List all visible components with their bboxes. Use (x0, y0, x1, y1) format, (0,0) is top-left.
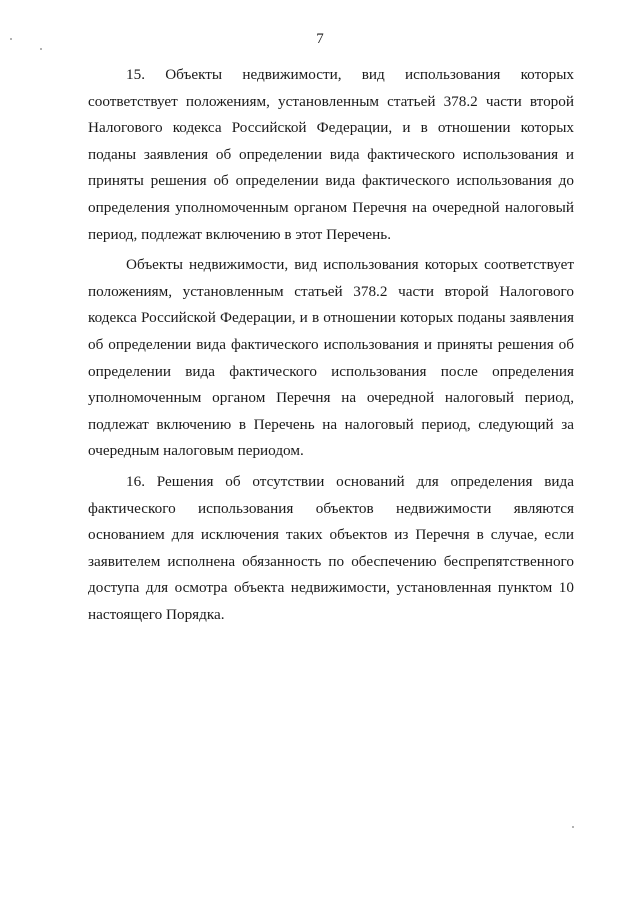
scan-speck (10, 38, 12, 40)
paragraph-15-continued: Объекты недвижимости, вид использования которых соответствует положениям, установленным статьей 378.2 части второй Налогового кодекса Российской Федерации, и в отношении которых поданы заявления об определении вида фактического использования и приняты решения об определении вида фактического использования после определения уполномоченным органом Перечня на очередной налоговый период, подлежат включению в Перечень на налоговый период, следующий за очередным налоговым периодом. (88, 256, 574, 460)
scan-speck (40, 48, 42, 50)
paragraph-16: 16. Решения об отсутствии оснований для определения вида фактического использования объектов недвижимости являются основанием для исключения таких объектов из Перечня в случае, если заявителем исполнена обязанность по обеспечению беспрепятственного доступа для осмотра объекта недвижимости, установленная пунктом 10 настоящего Порядка. (88, 472, 574, 623)
page-number: 7 (316, 31, 324, 47)
paragraph-15: 15. Объекты недвижимости, вид использования которых соответствует положениям, установленным статьей 378.2 части второй Налогового кодекса Российской Федерации, и в отношении которых поданы заявления об определении вида фактического использования и приняты решения об определении вида фактического использования до определения уполномоченным органом Перечня на очередной налоговый период, подлежат включению в этот Перечень. (88, 66, 574, 243)
scan-speck (572, 826, 574, 828)
document-body (88, 62, 574, 632)
